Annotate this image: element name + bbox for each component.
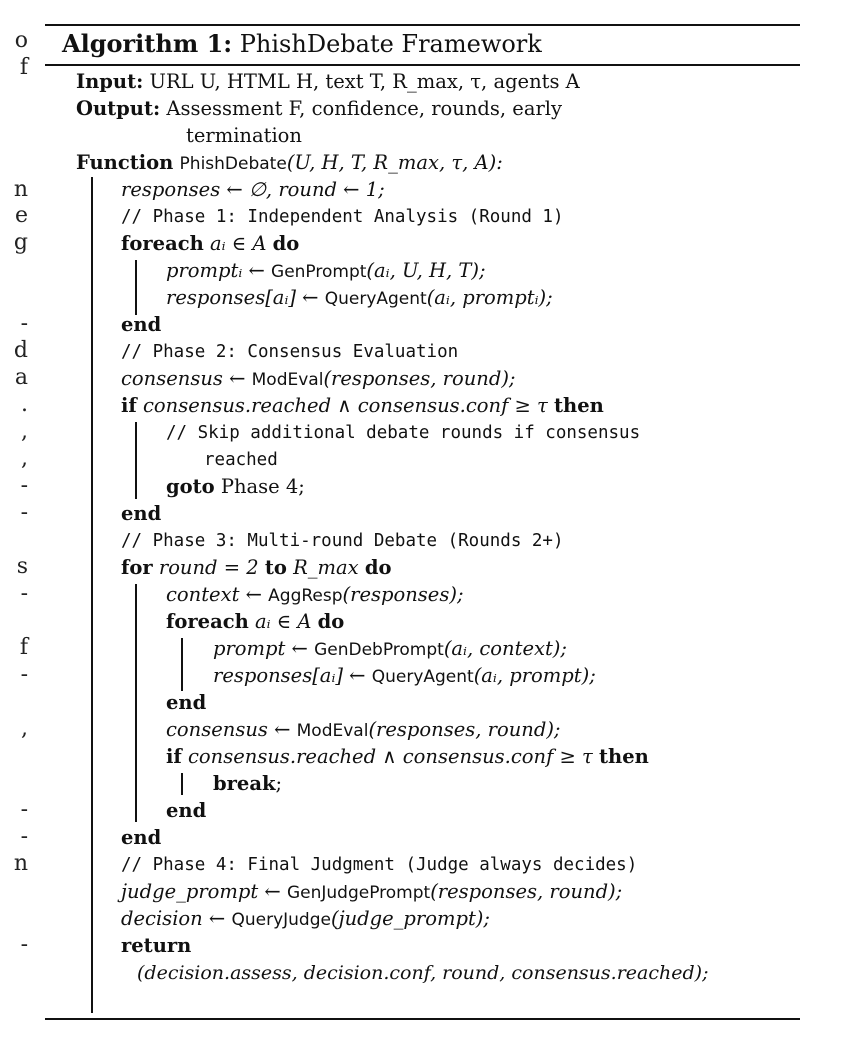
gendebprompt-args: (aᵢ, context); xyxy=(443,637,567,660)
modeval-lhs: consensus ← xyxy=(166,718,297,741)
foreach-keyword: foreach xyxy=(121,232,204,255)
if-keyword: if xyxy=(121,394,137,417)
modeval-args: (responses, round); xyxy=(368,718,561,741)
comment-phase2: // Phase 2: Consensus Evaluation xyxy=(121,342,459,362)
genprompt-args: (aᵢ, U, H, T); xyxy=(366,259,486,282)
do-keyword: do xyxy=(317,610,345,633)
input-line xyxy=(76,70,580,94)
queryagent-lhs: responses[aᵢ] ← xyxy=(213,664,372,687)
algorithm-title xyxy=(62,30,542,58)
foreach-condition: aᵢ ∈ A xyxy=(248,610,318,633)
end-keyword: end xyxy=(121,502,162,525)
goto-target: Phase 4; xyxy=(214,475,305,498)
genprompt-line xyxy=(166,259,486,284)
foreach1-block-bar xyxy=(135,260,137,315)
init-line: responses ← ∅, round ← 1; xyxy=(121,178,385,201)
modeval-func: ModEval xyxy=(251,370,324,390)
queryagent-args: (aᵢ, promptᵢ); xyxy=(426,286,553,309)
margin-fragment: , xyxy=(21,716,28,741)
foreach2-line xyxy=(166,610,344,634)
output-line-2 xyxy=(186,124,302,148)
break-line xyxy=(213,772,282,796)
for-block-bar xyxy=(135,584,137,822)
gendebprompt-line xyxy=(213,637,567,662)
margin-fragment: d xyxy=(13,338,28,363)
margin-fragment: n xyxy=(13,177,28,202)
for-line xyxy=(121,556,392,580)
break-keyword: break xyxy=(213,772,276,795)
aggresp-args: (responses); xyxy=(342,583,464,606)
for-condition: round = 2 xyxy=(152,556,265,579)
for-max: R_max xyxy=(286,556,365,579)
end-foreach2 xyxy=(166,691,206,715)
comment-phase4: // Phase 4: Final Judgment (Judge always decides) xyxy=(121,855,638,875)
foreach1-line xyxy=(121,232,299,256)
decision-args: (judge_prompt); xyxy=(330,907,490,930)
modeval-line-1 xyxy=(121,367,516,392)
function-block-bar xyxy=(91,177,93,1013)
modeval-args: (responses, round); xyxy=(323,367,516,390)
queryagent-lhs: responses[aᵢ] ← xyxy=(166,286,325,309)
queryagent-args: (aᵢ, prompt); xyxy=(473,664,596,687)
function-header xyxy=(76,151,503,176)
end-keyword: end xyxy=(121,826,162,849)
margin-fragment: n xyxy=(13,851,28,876)
margin-fragment: - xyxy=(20,500,28,525)
margin-fragment: f xyxy=(19,55,28,80)
decision-line xyxy=(121,907,490,932)
do-keyword: do xyxy=(272,232,300,255)
foreach2-block-bar xyxy=(181,638,183,691)
goto-keyword: goto xyxy=(166,475,215,498)
top-rule xyxy=(45,24,800,26)
foreach-keyword: foreach xyxy=(166,610,249,633)
algorithm-title-name: PhishDebate Framework xyxy=(232,30,542,58)
judge-prompt-func: GenJudgePrompt xyxy=(286,883,431,903)
margin-fragment: a xyxy=(14,365,28,390)
aggresp-func: AggResp xyxy=(268,586,343,606)
return-keyword: return xyxy=(121,934,192,957)
judge-prompt-line xyxy=(121,880,622,905)
foreach-condition: aᵢ ∈ A xyxy=(203,232,273,255)
end-keyword: end xyxy=(121,313,162,336)
title-rule xyxy=(45,64,800,66)
end-if2 xyxy=(166,799,206,823)
end-foreach1 xyxy=(121,313,161,337)
margin-fragment: f xyxy=(19,635,28,660)
comment-skip-2: reached xyxy=(204,450,278,470)
if2-line xyxy=(166,745,649,769)
if-keyword: if xyxy=(166,745,182,768)
queryagent-func: QueryAgent xyxy=(371,667,474,687)
queryagent-line-2 xyxy=(213,664,596,689)
if2-block-bar xyxy=(181,773,183,795)
do-keyword: do xyxy=(364,556,392,579)
end-keyword: end xyxy=(166,691,207,714)
margin-fragment: g xyxy=(13,230,28,255)
input-text: URL U, HTML H, text T, R_max, τ, agents A xyxy=(149,70,580,93)
queryagent-func: QueryAgent xyxy=(324,289,427,309)
output-text-2: termination xyxy=(186,124,302,147)
algorithm-title-label: Algorithm 1: xyxy=(62,29,233,58)
end-for xyxy=(121,826,161,850)
break-semicolon: ; xyxy=(275,772,283,795)
function-name: PhishDebate xyxy=(179,154,287,174)
output-label: Output: xyxy=(76,97,161,120)
comment-skip: // Skip additional debate rounds if consensus xyxy=(166,423,641,443)
to-keyword: to xyxy=(264,556,287,579)
end-if1 xyxy=(121,502,161,526)
margin-fragment: - xyxy=(20,473,28,498)
input-label: Input: xyxy=(76,70,144,93)
decision-lhs: decision ← xyxy=(121,907,232,930)
comment-phase3: // Phase 3: Multi-round Debate (Rounds 2+) xyxy=(121,531,564,551)
margin-fragment: - xyxy=(20,932,28,957)
margin-fragment: , xyxy=(21,446,28,471)
if1-line xyxy=(121,394,604,418)
aggresp-line xyxy=(166,583,464,608)
if1-block-bar xyxy=(135,422,137,499)
decision-func: QueryJudge xyxy=(231,910,331,930)
return-line xyxy=(121,934,191,958)
margin-fragment: - xyxy=(20,797,28,822)
margin-fragment: o xyxy=(14,28,28,53)
margin-fragment: - xyxy=(20,662,28,687)
bottom-rule xyxy=(45,1018,800,1020)
margin-fragment: , xyxy=(21,419,28,444)
gendebprompt-lhs: prompt ← xyxy=(213,637,315,660)
then-keyword: then xyxy=(599,745,649,768)
for-keyword: for xyxy=(121,556,153,579)
modeval-line-2 xyxy=(166,718,561,743)
function-args: (U, H, T, R_max, τ, A): xyxy=(286,151,503,174)
then-keyword: then xyxy=(554,394,604,417)
margin-fragment: e xyxy=(14,203,28,228)
if-condition: consensus.reached ∧ consensus.conf ≥ τ xyxy=(181,745,600,768)
judge-prompt-lhs: judge_prompt ← xyxy=(121,880,287,903)
genprompt-func: GenPrompt xyxy=(271,262,367,282)
goto-line xyxy=(166,475,305,499)
queryagent-line-1 xyxy=(166,286,553,311)
margin-fragment: - xyxy=(20,824,28,849)
judge-prompt-args: (responses, round); xyxy=(430,880,623,903)
aggresp-lhs: context ← xyxy=(166,583,269,606)
end-keyword: end xyxy=(166,799,207,822)
margin-fragment: s xyxy=(16,554,28,579)
modeval-lhs: consensus ← xyxy=(121,367,252,390)
output-line xyxy=(76,97,562,121)
return-value: (decision.assess, decision.conf, round, consensus.reached); xyxy=(137,962,709,984)
genprompt-lhs: promptᵢ ← xyxy=(166,259,272,282)
modeval-func: ModEval xyxy=(296,721,369,741)
margin-fragment: - xyxy=(20,581,28,606)
gendebprompt-func: GenDebPrompt xyxy=(314,640,444,660)
comment-phase1: // Phase 1: Independent Analysis (Round 1) xyxy=(121,207,564,227)
output-text: Assessment F, confidence, rounds, early xyxy=(166,97,563,120)
function-keyword: Function xyxy=(76,151,174,174)
margin-fragment: - xyxy=(20,311,28,336)
if-condition: consensus.reached ∧ consensus.conf ≥ τ xyxy=(136,394,555,417)
margin-fragment: . xyxy=(21,392,28,417)
